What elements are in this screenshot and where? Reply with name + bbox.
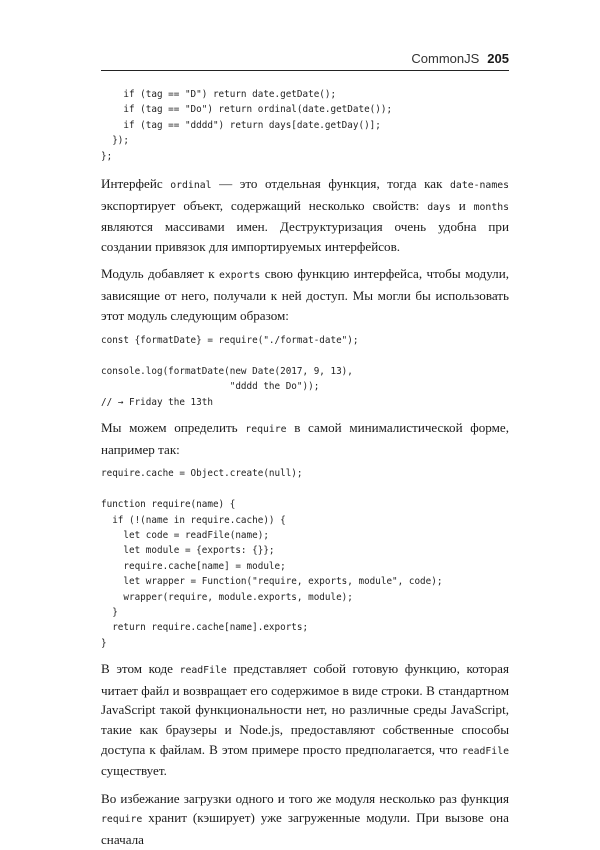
- header-rule: [101, 70, 509, 71]
- text-run: экспортирует объект, содержащий несколько свойств:: [101, 197, 428, 213]
- text-run: свою функцию интерфейса, чтобы модули, зависящие от него, получали к ней доступ. Мы могли бы использовать этот модуль следующим образом:: [101, 266, 509, 323]
- text-run: В этом коде: [101, 661, 180, 677]
- paragraph-define-require: [101, 418, 509, 459]
- text-run: в самой минималистической форме, например так:: [101, 420, 510, 457]
- text-run: и: [450, 197, 474, 213]
- inline-code: ordinal: [170, 180, 212, 192]
- paragraph-ordinal-interface: [101, 174, 509, 256]
- inline-code: require: [101, 814, 143, 826]
- inline-code: require: [245, 424, 287, 436]
- text-run: существует.: [101, 763, 167, 779]
- paragraph-exports: [101, 264, 509, 325]
- inline-code: months: [473, 201, 510, 213]
- text-run: Модуль добавляет к: [101, 266, 220, 282]
- paragraph-readfile: [101, 659, 509, 781]
- inline-code: readFile: [179, 665, 227, 677]
- paragraph-module-cache: [101, 789, 509, 850]
- text-run: хранит (кэширует) уже загруженные модули. При вызове она сначала: [101, 810, 509, 848]
- text-run: являются массивами имен. Деструктуризация очень удобна при создании привязок для импортируемых интерфейсов.: [101, 219, 509, 254]
- inline-code: days: [427, 201, 451, 213]
- inline-code: date-names: [450, 180, 510, 192]
- running-title: CommonJS: [411, 51, 480, 66]
- text-run: Во избежание загрузки одного и того же модуля несколько раз функция: [101, 790, 509, 806]
- code-block-usage-example: const {formatDate} = require("./format-date"); console.log(formatDate(new Date(2017, 9, 13), "dddd the Do")); // → Friday the 13th: [101, 335, 359, 408]
- page-content: [101, 82, 509, 850]
- text-run: представляет собой готовую функцию, которая читает файл и возвращает его содержимое в виде строки. В стандартном JavaScript такой функциональности нет, но различные среды JavaScript, такие как браузеры и Node.js, предоставляют собственные способы доступа к файлам. В этом примере просто предполагается, что: [101, 661, 509, 757]
- inline-code: exports: [219, 270, 261, 282]
- text-run: — это отдельная функция, тогда как: [211, 176, 451, 192]
- code-block-require-definition: require.cache = Object.create(null); function require(name) { if (!(name in require.cache)) { let code = readFile(name); let module = {exports: {}}; require.cache[name] = module; let wrapper = Function("require, exports, module", code); wrapper(require, module.exports, module); } return require.cache[name].exports; }: [101, 468, 443, 649]
- text-run: Интерфейс: [101, 176, 171, 192]
- code-block-format-date-end: if (tag == "D") return date.getDate(); if (tag == "Do") return ordinal(date.getDate()); if (tag == "dddd") return days[date.getDay()]; }); };: [101, 89, 393, 162]
- inline-code: readFile: [461, 745, 509, 757]
- text-run: Мы можем определить: [101, 420, 246, 436]
- page-header: [101, 50, 509, 68]
- page-number: 205: [487, 51, 509, 66]
